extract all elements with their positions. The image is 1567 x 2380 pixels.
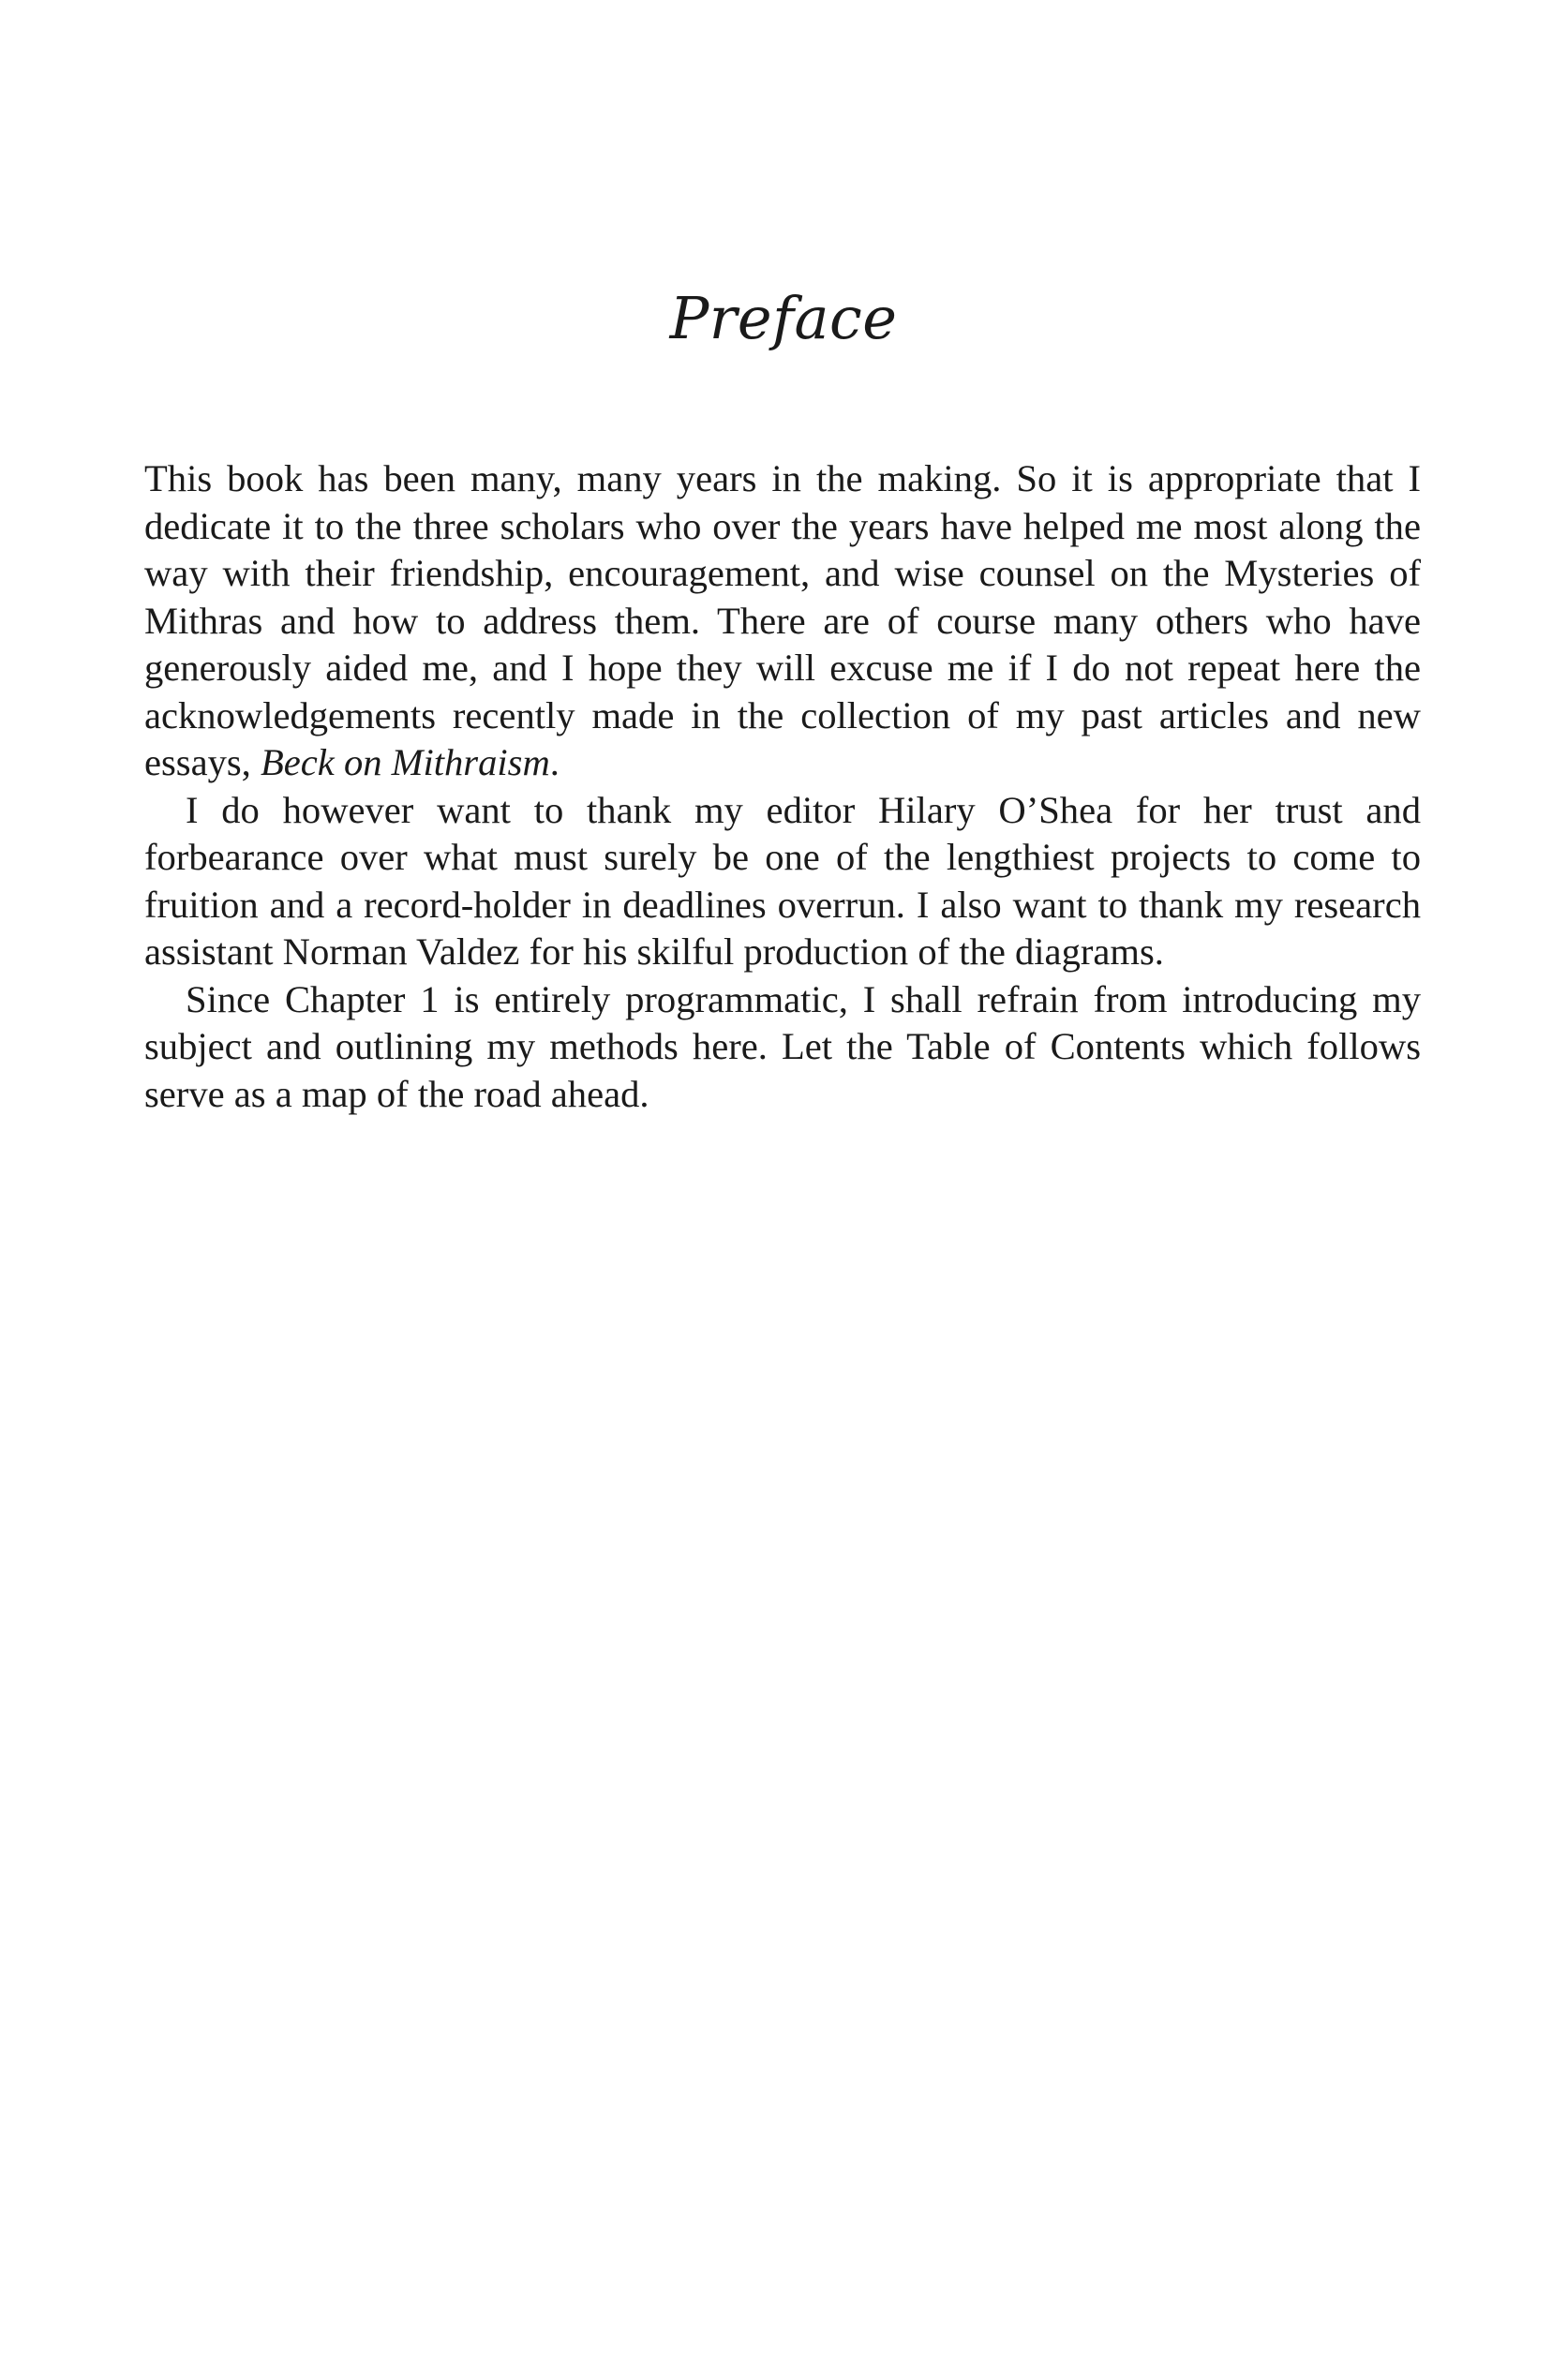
page-title: Preface: [669, 284, 898, 352]
book-title-reference: Beck on Mithraism: [260, 741, 550, 783]
paragraph-1: [144, 455, 1421, 787]
paragraph-2: I do however want to thank my editor Hilary O’Shea for her trust and forbearance over what must surely be one of the lengthiest projects to come to fruition and a record-holder in deadlines overrun. I also want to thank my research assistant Norman Valdez for his skilful production of the diagrams.: [144, 788, 1421, 973]
paragraph-3: Since Chapter 1 is entirely programmatic, I shall refrain from introducing my subject and outlining my methods here. Let the Table of Contents which follows serve as a map of the road ahead.: [144, 977, 1421, 1115]
paragraph-1-tail: .: [549, 741, 560, 783]
paragraph-1-text: This book has been many, many years in the making. So it is appropriate that I dedicate it to the three scholars who over the years have helped me most along the way with their friendship, encouragement, and wise counsel on the Mysteries of Mithras and how to address them. There are of course many others who have generously aided me, and I hope they will excuse me if I do not repeat here the acknowledgements recently made in the collection of my past articles and new essays,: [144, 457, 1421, 783]
preface-body: [144, 455, 1421, 1118]
